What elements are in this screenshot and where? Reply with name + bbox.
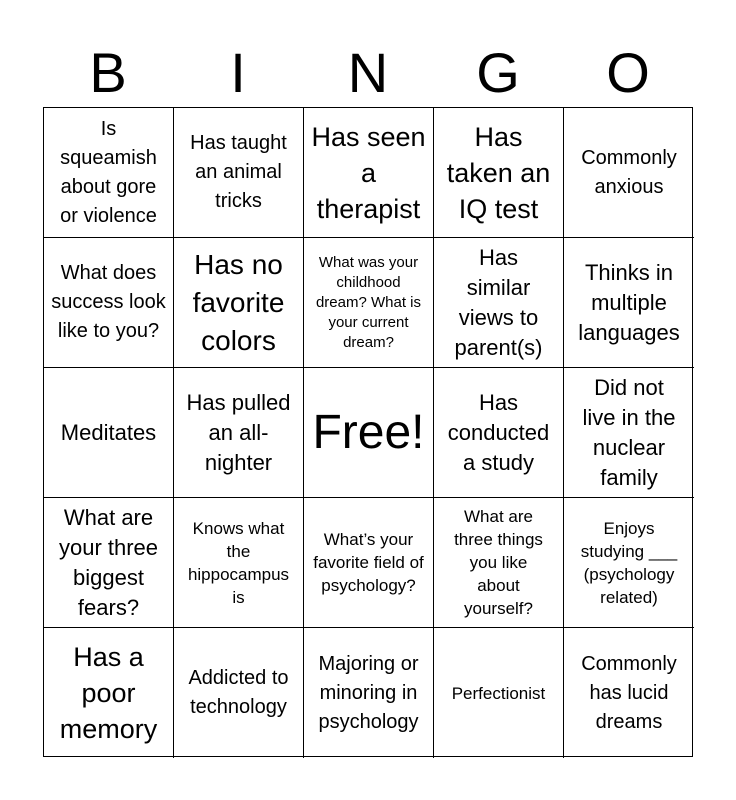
bingo-cell[interactable]	[44, 628, 174, 758]
cell-text: Has conducted a study	[447, 389, 550, 475]
bingo-card-grid	[43, 107, 693, 757]
cell-text: What’s your favorite field of psychology?	[313, 530, 424, 595]
header-letter-g: G	[476, 41, 520, 104]
bingo-cell[interactable]	[564, 498, 694, 628]
bingo-cell[interactable]	[304, 628, 434, 758]
bingo-cell[interactable]	[434, 628, 564, 758]
header-letter-n: N	[347, 41, 389, 104]
cell-text: Majoring or minoring in psychology	[318, 652, 419, 733]
bingo-cell[interactable]	[434, 498, 564, 628]
free-space[interactable]	[304, 368, 434, 498]
bingo-cell[interactable]	[44, 238, 174, 368]
cell-text: Has seen a therapist	[311, 121, 426, 224]
bingo-cell[interactable]	[174, 238, 304, 368]
cell-text: Has taught an animal tricks	[190, 132, 287, 212]
cell-text: Knows what the hippocampus is	[187, 518, 290, 607]
bingo-cell[interactable]	[434, 238, 564, 368]
cell-text: Addicted to technology	[188, 667, 289, 718]
cell-text: Commonly anxious	[581, 146, 677, 198]
bingo-cell[interactable]	[304, 108, 434, 238]
bingo-header	[43, 38, 693, 108]
cell-text: Did not live in the nuclear family	[582, 374, 676, 490]
bingo-cell[interactable]	[564, 108, 694, 238]
bingo-cell[interactable]	[304, 498, 434, 628]
bingo-cell[interactable]	[304, 238, 434, 368]
bingo-cell[interactable]	[44, 498, 174, 628]
bingo-cell[interactable]	[44, 368, 174, 498]
cell-text: Has taken an IQ test	[446, 121, 551, 224]
cell-text: What are three things you like about yourself?	[454, 507, 543, 618]
cell-text: Perfectionist	[451, 683, 546, 703]
free-space-text: Free!	[312, 405, 425, 459]
bingo-cell[interactable]	[174, 498, 304, 628]
bingo-cell[interactable]	[564, 368, 694, 498]
header-letter-i: I	[230, 41, 246, 104]
cell-text: Commonly has lucid dreams	[581, 652, 677, 733]
header-letter-b: B	[89, 41, 127, 104]
cell-text: What was your childhood dream? What is your current dream?	[315, 253, 422, 351]
bingo-cell[interactable]	[564, 238, 694, 368]
cell-text: Meditates	[60, 419, 157, 445]
bingo-cell[interactable]	[434, 108, 564, 238]
cell-text: Has no favorite colors	[192, 248, 285, 356]
cell-text: What are your three biggest fears?	[58, 504, 159, 620]
bingo-cell[interactable]	[174, 108, 304, 238]
header-letter-o: O	[606, 41, 650, 104]
cell-text: Enjoys studying ___ (psychology related)	[580, 518, 678, 607]
bingo-cell[interactable]	[434, 368, 564, 498]
cell-text: Has pulled an all-nighter	[186, 389, 291, 475]
cell-text: Has a poor memory	[59, 642, 158, 744]
bingo-cell[interactable]	[564, 628, 694, 758]
bingo-cell[interactable]	[174, 628, 304, 758]
bingo-cell[interactable]	[44, 108, 174, 238]
cell-text: What does success look like to you?	[51, 262, 166, 342]
bingo-cell[interactable]	[174, 368, 304, 498]
cell-text: Has similar views to parent(s)	[454, 244, 543, 360]
cell-text: Thinks in multiple languages	[578, 259, 680, 345]
cell-text: Is squeamish about gore or violence	[60, 117, 157, 227]
